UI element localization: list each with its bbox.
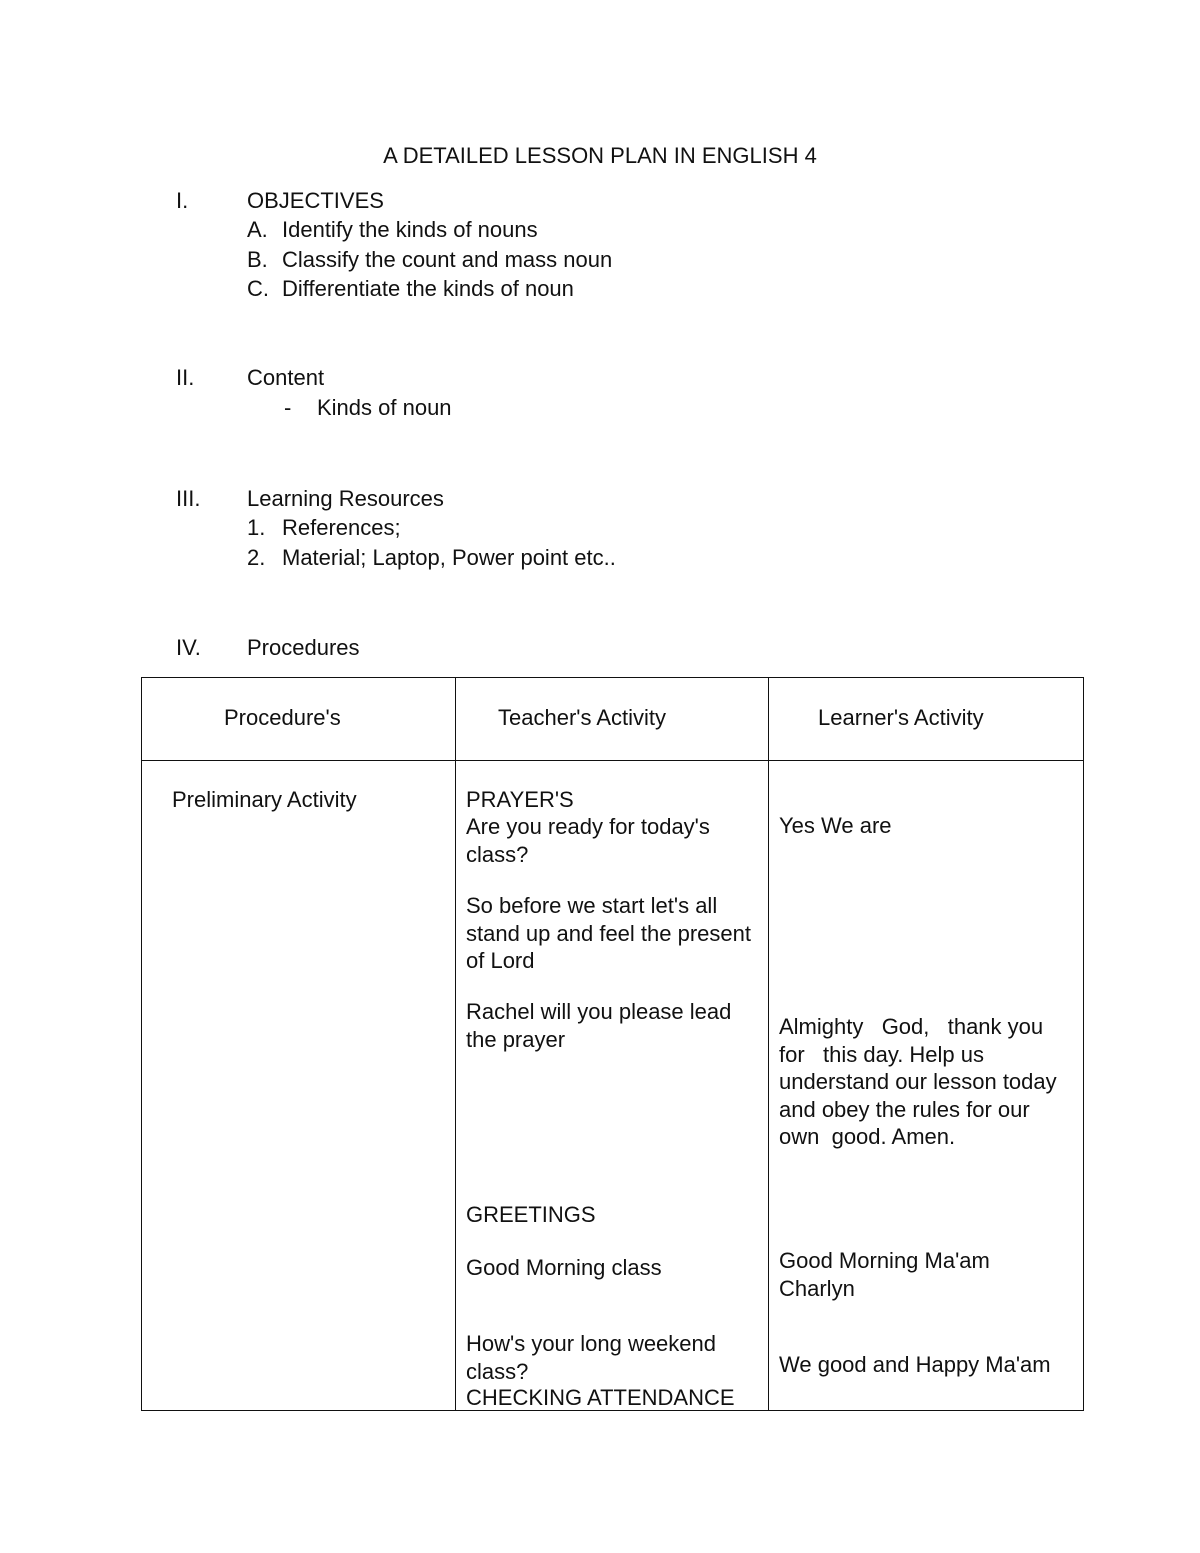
checking-attendance-heading: CHECKING ATTENDANCE bbox=[466, 1385, 735, 1410]
table-header-row bbox=[142, 678, 1084, 761]
header-cell bbox=[769, 678, 1084, 761]
header-teacher-activity: Teacher's Activity bbox=[498, 705, 667, 730]
procedure-label: Preliminary Activity bbox=[172, 787, 357, 812]
table-row bbox=[142, 761, 1084, 1411]
content-bullet: - bbox=[284, 395, 292, 420]
teacher-good-morning: Good Morning class bbox=[466, 1255, 662, 1280]
teacher-weekend-question: How's your long weekend class? bbox=[466, 1331, 717, 1384]
section-numeral-objectives: I. bbox=[176, 188, 189, 213]
section-heading-objectives: OBJECTIVES bbox=[247, 188, 384, 213]
resource-marker: 1. bbox=[247, 515, 266, 540]
learner-cell bbox=[769, 761, 1084, 1411]
learner-weekend-reply: We good and Happy Ma'am bbox=[779, 1352, 1051, 1377]
page-title: A DETAILED LESSON PLAN IN ENGLISH 4 bbox=[383, 143, 817, 168]
objective-text: Differentiate the kinds of noun bbox=[282, 276, 574, 301]
section-heading-resources: Learning Resources bbox=[247, 486, 444, 511]
teacher-stand-up: So before we start let's all stand up and feel the present of Lord bbox=[466, 893, 751, 973]
objective-marker: B. bbox=[247, 247, 268, 272]
header-cell bbox=[142, 678, 456, 761]
header-cell bbox=[456, 678, 769, 761]
header-procedures: Procedure's bbox=[224, 705, 341, 730]
objective-text: Identify the kinds of nouns bbox=[282, 217, 538, 242]
header-learner-activity: Learner's Activity bbox=[818, 705, 984, 730]
section-heading-procedures: Procedures bbox=[247, 635, 360, 660]
objective-text: Classify the count and mass noun bbox=[282, 247, 613, 272]
section-numeral-content: II. bbox=[176, 365, 195, 390]
section-heading-content: Content bbox=[247, 365, 325, 390]
prayer-heading: PRAYER'S bbox=[466, 787, 574, 812]
greetings-heading: GREETINGS bbox=[466, 1202, 596, 1227]
learner-greeting: Good Morning Ma'am Charlyn bbox=[779, 1248, 990, 1301]
teacher-lead-prayer: Rachel will you please lead the prayer bbox=[466, 999, 732, 1052]
procedure-cell bbox=[142, 761, 456, 1411]
teacher-cell bbox=[456, 761, 769, 1411]
resource-marker: 2. bbox=[247, 545, 266, 570]
section-numeral-procedures: IV. bbox=[176, 635, 201, 660]
section-numeral-resources: III. bbox=[176, 486, 201, 511]
learner-yes: Yes We are bbox=[779, 813, 892, 838]
resource-text: Material; Laptop, Power point etc.. bbox=[282, 545, 616, 570]
content-item: Kinds of noun bbox=[317, 395, 452, 420]
procedures-table bbox=[141, 677, 1084, 1411]
teacher-ready-question: Are you ready for today's class? bbox=[466, 814, 710, 867]
resource-text: References; bbox=[282, 515, 401, 540]
objective-marker: C. bbox=[247, 276, 269, 301]
learner-prayer: Almighty God, thank you for this day. Help us understand our lesson today and obey the rules for our own good. Amen. bbox=[779, 1014, 1063, 1149]
objective-marker: A. bbox=[247, 217, 268, 242]
